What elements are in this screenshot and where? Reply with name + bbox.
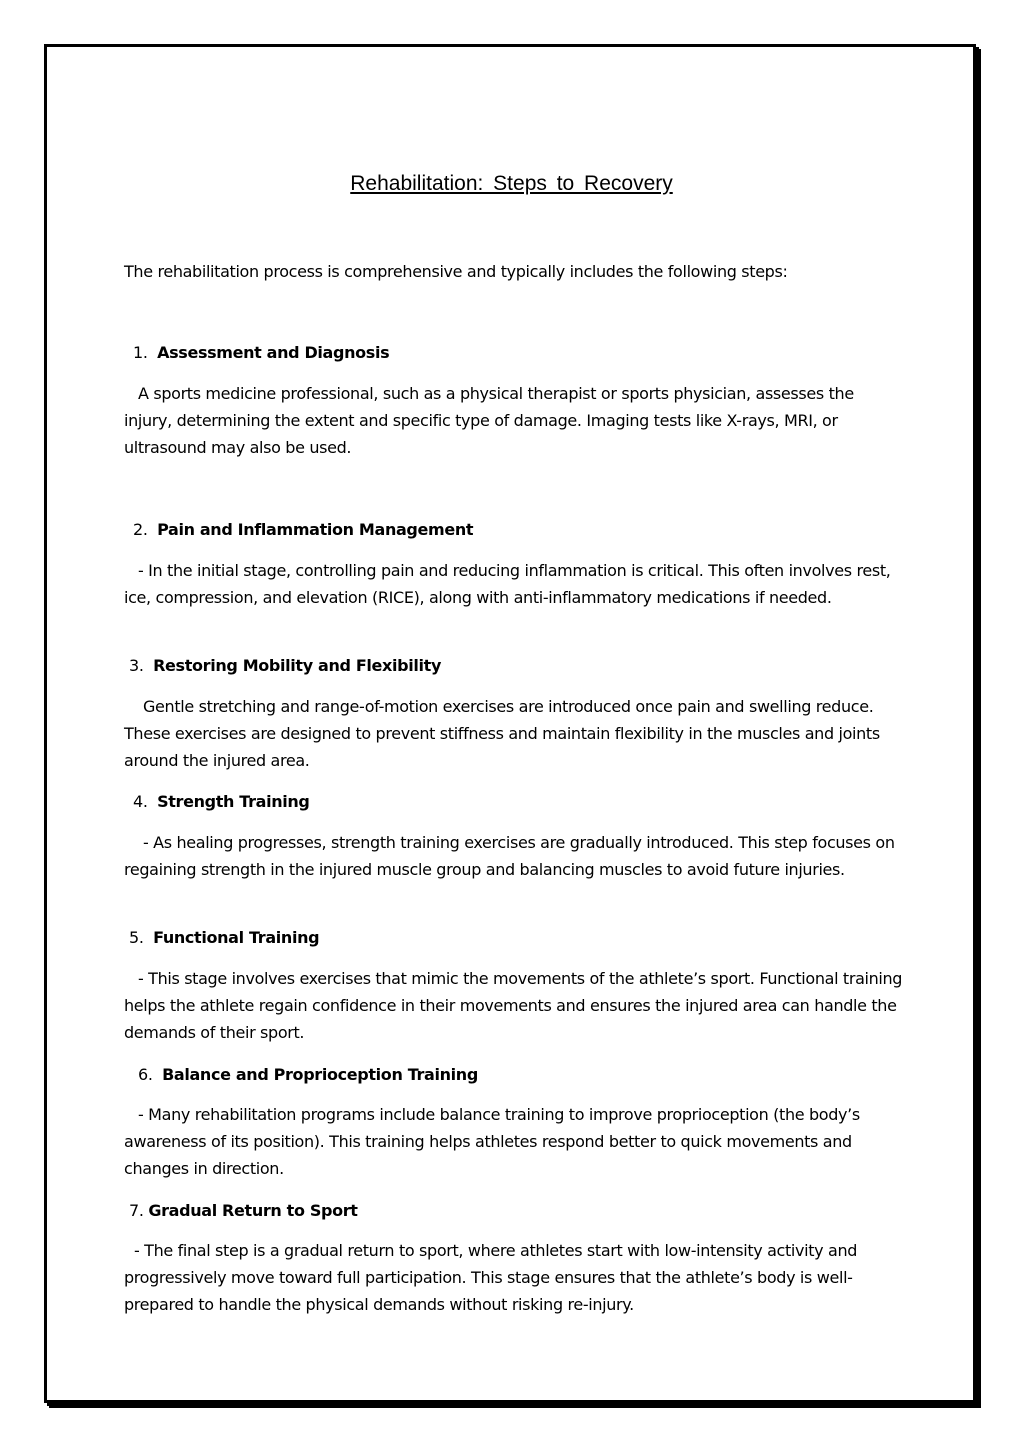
step-7-body: - The final step is a gradual return to sport, where athletes start with low-intensity activity and progressively move toward full participation. This stage ensures that the athlete’s body is well-prepared to handle the physical demands without risking re-injury.	[124, 1241, 858, 1314]
step-3-body: Gentle stretching and range-of-motion exercises are introduced once pain and swelling reduce. These exercises are designed to prevent stiffness and maintain flexibility in the muscles and joints around the injured area.	[124, 697, 880, 770]
step-6-heading	[138, 1064, 478, 1086]
step-1-body: A sports medicine professional, such as a physical therapist or sports physician, assesses the injury, determining the extent and specific type of damage. Imaging tests like X-rays, MRI, or ultrasound may also be used.	[124, 384, 854, 457]
step-4-number: 4.	[133, 792, 148, 811]
step-5-heading	[129, 927, 319, 949]
step-4-heading	[133, 791, 310, 813]
step-6-body: - Many rehabilitation programs include balance training to improve proprioception (the body’s awareness of its position). This training helps athletes respond better to quick movements and changes in direction.	[124, 1105, 860, 1178]
step-3-number: 3.	[129, 656, 144, 675]
step-5-title: Functional Training	[153, 928, 320, 947]
document-title: Rehabilitation: Steps to Recovery	[350, 172, 673, 195]
step-3-title: Restoring Mobility and Flexibility	[153, 656, 442, 675]
step-6-title: Balance and Proprioception Training	[162, 1065, 478, 1084]
step-2-body: - In the initial stage, controlling pain and reducing inflammation is critical. This often involves rest, ice, compression, and elevation (RICE), along with anti-inflammatory medications if needed.	[124, 561, 891, 607]
step-7-heading	[129, 1200, 358, 1222]
step-3-heading	[129, 655, 441, 677]
intro-paragraph: The rehabilitation process is comprehensive and typically includes the following steps:	[124, 262, 788, 281]
step-4-body: - As healing progresses, strength training exercises are gradually introduced. This step focuses on regaining strength in the injured muscle group and balancing muscles to avoid future injuries.	[124, 833, 895, 879]
step-5-number: 5.	[129, 928, 144, 947]
step-6-number: 6.	[138, 1065, 153, 1084]
step-4-title: Strength Training	[157, 792, 310, 811]
step-1-number: 1.	[133, 343, 148, 362]
step-1-heading	[133, 342, 389, 364]
step-7-title: Gradual Return to Sport	[148, 1201, 358, 1220]
step-7-number: 7.	[129, 1201, 144, 1220]
step-2-number: 2.	[133, 520, 148, 539]
step-2-title: Pain and Inflammation Management	[157, 520, 474, 539]
step-1-title: Assessment and Diagnosis	[157, 343, 390, 362]
step-2-heading	[133, 519, 473, 541]
step-5-body: - This stage involves exercises that mimic the movements of the athlete’s sport. Functional training helps the athlete regain confidence in their movements and ensures the injured area can handle the demands of their sport.	[124, 969, 903, 1042]
